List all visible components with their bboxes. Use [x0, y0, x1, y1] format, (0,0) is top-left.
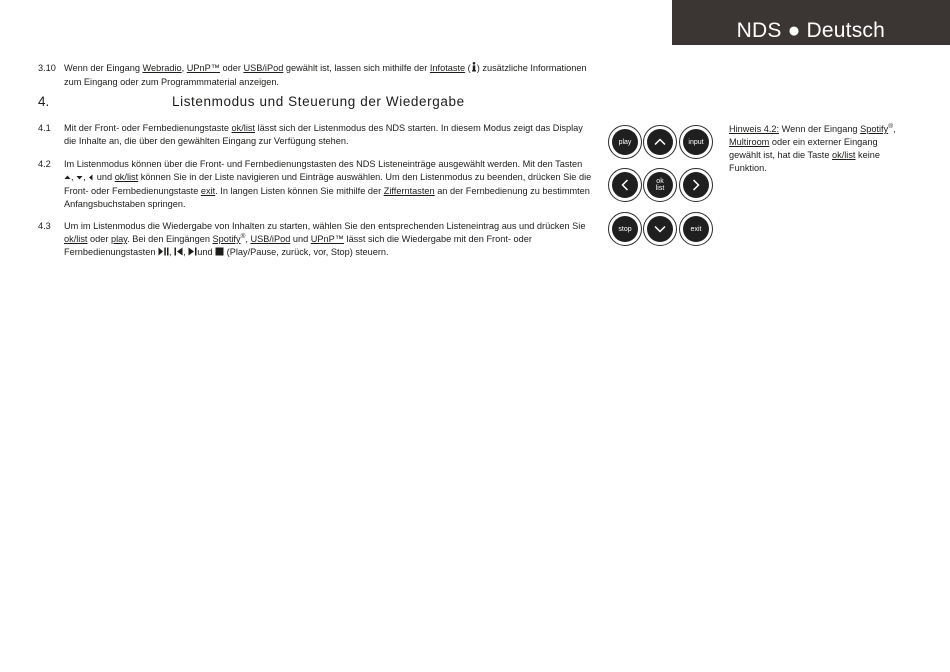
term-spotify: Spotify — [212, 234, 241, 244]
paragraph-4-1: Mit der Front- oder Fernbedienungstaste ok/list lässt sich der Listenmodus des NDS starten. In diesem Modus zeigt das Display die Inhalte an, die über den gewählten Eingang zur Verfügung stehen. — [64, 123, 583, 146]
section-number: 4. — [38, 94, 50, 109]
input-button-label: input — [683, 129, 709, 155]
term-upnp: UPnP™ — [310, 234, 344, 244]
stop-icon — [215, 247, 224, 260]
term-zifferntasten: Zifferntasten — [383, 186, 435, 196]
section-title: Listenmodus und Steuerung der Wiedergabe — [172, 94, 465, 109]
paragraph-number: 4.2 — [38, 159, 51, 169]
stop-button-label: stop — [612, 216, 638, 242]
paragraph-number: 4.3 — [38, 221, 51, 231]
term-webradio: Webradio — [142, 63, 182, 73]
chevron-right-icon — [689, 178, 703, 192]
note-heading: Hinweis 4.2: — [729, 124, 780, 134]
header-title: NDS ● Deutsch — [736, 19, 885, 42]
term-spotify: Spotify — [860, 124, 889, 134]
play-pause-icon — [158, 247, 169, 260]
term-ok-list: ok/list — [832, 150, 856, 160]
chevron-down-icon — [653, 222, 667, 236]
chevron-left-icon — [618, 178, 632, 192]
paragraph-4-2: Im Listenmodus können über die Front- und Fernbedienungstasten des NDS Listeneinträge ausgewählt werden. Mit den Tasten , , und ok/list können Sie in der Liste navigieren und Einträge auswählen. Um den Listenmodus zu beenden, drücken Sie die Front- oder Fernbedienungstaste exit. In langen Listen können Sie mithilfe der Zifferntasten an der Fernbedienung zu bestimmten Anfangsbuchstaben springen. — [64, 159, 592, 209]
term-usb-ipod: USB/iPod — [243, 63, 284, 73]
paragraph-number: 4.1 — [38, 123, 51, 133]
up-button[interactable] — [643, 125, 677, 159]
term-infotaste: Infotaste — [429, 63, 466, 73]
play-button[interactable] — [608, 125, 642, 159]
skip-back-icon — [174, 247, 183, 260]
term-upnp: UPnP™ — [186, 63, 220, 73]
ok-list-button[interactable] — [643, 168, 677, 202]
down-button[interactable] — [643, 212, 677, 246]
left-button[interactable] — [608, 168, 642, 202]
ok-label: ok — [656, 178, 664, 185]
skip-forward-icon — [188, 247, 197, 260]
right-button[interactable] — [679, 168, 713, 202]
term-play: play — [111, 234, 128, 244]
play-button-label: play — [612, 129, 638, 155]
exit-button[interactable] — [679, 212, 713, 246]
term-ok-list: ok/list — [64, 234, 88, 244]
term-exit: exit — [200, 186, 216, 196]
paragraph-number: 3.10 — [38, 63, 56, 73]
term-ok-list: ok/list — [114, 172, 139, 182]
side-note: Hinweis 4.2: Wenn der Eingang Spotify®, Multiroom oder ein externer Eingang gewählt ist, hat die Taste ok/list keine Funktion. — [729, 123, 896, 173]
paragraph-4-3: Um im Listenmodus die Wiedergabe von Inhalten zu starten, wählen Sie den entsprechenden Listeneintrag aus und drücken Sie ok/list oder play. Bei den Eingängen Spotify®, USB/iPod und UPnP™ lässt sich die Wiedergabe mit den Front- oder Fernbedienungstasten , , und (Play/Pause, zurück, vor, Stop) steuern. — [64, 220, 592, 260]
up-arrow-icon — [64, 172, 71, 185]
term-multiroom: Multiroom — [729, 137, 770, 147]
term-ok-list: ok/list — [231, 123, 256, 133]
exit-button-label: exit — [683, 216, 709, 242]
input-button[interactable] — [679, 125, 713, 159]
stop-button[interactable] — [608, 212, 642, 246]
chevron-up-icon — [653, 135, 667, 149]
header-bar — [672, 0, 950, 45]
term-usb-ipod: USB/iPod — [250, 234, 291, 244]
list-label: list — [655, 185, 665, 192]
paragraph-3-10: Wenn der Eingang Webradio, UPnP™ oder USB/iPod gewählt ist, lassen sich mithilfe der Infotaste ( ) zusätzliche Informationen zum Eingang oder zum Programmmaterial anzeigen. — [64, 63, 587, 87]
